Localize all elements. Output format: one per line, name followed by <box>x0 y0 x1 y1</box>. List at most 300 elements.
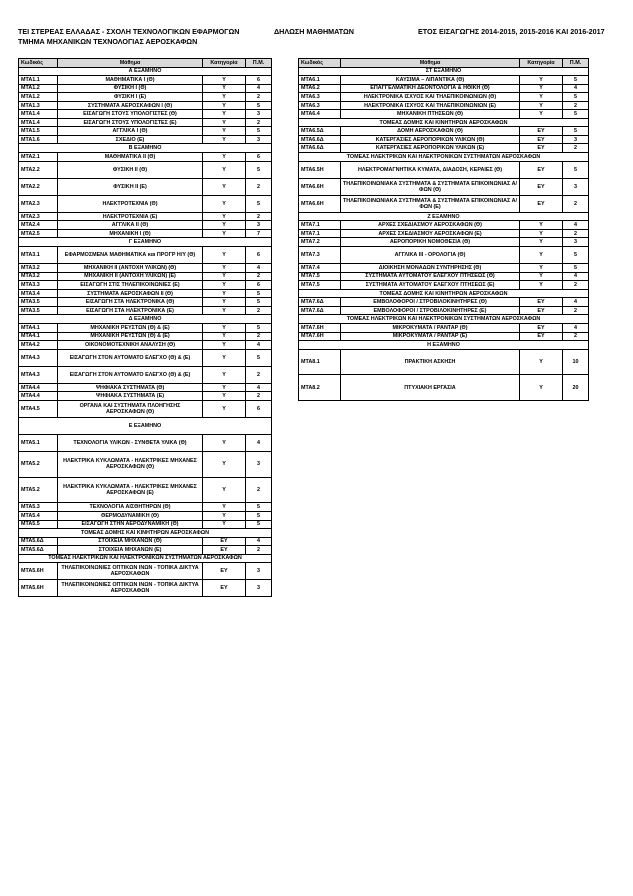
course-category: ΕΥ <box>520 144 563 153</box>
course-credits: 5 <box>246 520 272 529</box>
course-code: ΜΤΑ5.2 <box>19 452 58 478</box>
course-name: ΣΤΟΙΧΕΙΑ ΜΗΧΑΝΩΝ (Ε) <box>58 546 203 555</box>
course-category: Υ <box>203 229 246 238</box>
course-category: Υ <box>203 281 246 290</box>
course-credits: 3 <box>246 452 272 478</box>
course-category: Υ <box>520 229 563 238</box>
course-credits: 2 <box>246 546 272 555</box>
course-name: ΗΛΕΚΤΡΙΚΑ ΚΥΚΛΩΜΑΤΑ - ΗΛΕΚΤΡΙΚΕΣ ΜΗΧΑΝΕΣ ΑΕΡΟΣΚΑΦΩΝ (Ε) <box>58 477 203 503</box>
table-row <box>19 281 272 290</box>
course-category: Υ <box>203 323 246 332</box>
course-code: ΜΤΑ3.4 <box>19 289 58 298</box>
course-name: ΦΥΣΙΚΗ Ι (Ε) <box>58 93 203 102</box>
table-row <box>299 298 589 307</box>
table-row <box>19 153 272 162</box>
section-title-row <box>299 212 589 221</box>
table-row <box>19 332 272 341</box>
course-category: Υ <box>520 76 563 85</box>
course-code: ΜΤΑ6.3 <box>299 101 341 110</box>
course-name: ΤΗΛΕΠΙΚΟΙΝΩΝΙΑΚΑ ΣΥΣΤΗΜΑΤΑ & ΣΥΣΤΗΜΑΤΑ ΕΠΙΚΟΙΝΩΝΙΑΣ Α/ΦΩΝ (Θ) <box>341 178 520 195</box>
column-code-header: Κωδικός <box>299 59 341 68</box>
course-category: Υ <box>203 289 246 298</box>
table-row <box>299 76 589 85</box>
course-code: ΜΤΑ2.3 <box>19 195 58 212</box>
course-name: ΣΥΣΤΗΜΑΤΑ ΑΕΡΟΣΚΑΦΩΝ ΙΙ (Θ) <box>58 289 203 298</box>
course-credits: 5 <box>563 93 589 102</box>
course-code: ΜΤΑ2.2 <box>19 178 58 195</box>
right-course-table-body <box>299 59 589 401</box>
table-row <box>19 93 272 102</box>
course-credits: 5 <box>246 195 272 212</box>
section-title-row <box>299 289 589 298</box>
column-credits-header: Π.Μ. <box>246 59 272 68</box>
declaration-title: ΔΗΛΩΣΗ ΜΑΘΗΜΑΤΩΝ <box>274 27 354 36</box>
course-credits: 2 <box>563 144 589 153</box>
course-category: ΕΥ <box>520 332 563 341</box>
course-name: ΕΙΣΑΓΩΓΗ ΣΤΑ ΗΛΕΚΤΡΟΝΙΚΑ (Θ) <box>58 298 203 307</box>
section-title: ΤΟΜΕΑΣ ΗΛΕΚΤΡΙΚΩΝ ΚΑΙ ΗΛΕΚΤΡΟΝΙΚΩΝ ΣΥΣΤΗΜΑΤΩΝ ΑΕΡΟΣΚΑΦΩΝ <box>299 153 589 162</box>
course-category: Υ <box>203 101 246 110</box>
course-code: ΜΤΑ6.5Δ <box>299 127 341 136</box>
course-code: ΜΤΑ3.1 <box>19 247 58 264</box>
course-code: ΜΤΑ6.3 <box>299 93 341 102</box>
table-row <box>19 289 272 298</box>
course-name: ΟΡΓΑΝΑ ΚΑΙ ΣΥΣΤΗΜΑΤΑ ΠΛΟΗΓΗΣΗΣ ΑΕΡΟΣΚΑΦΩΝ (Θ) <box>58 400 203 417</box>
course-code: ΜΤΑ7.6Δ <box>299 298 341 307</box>
course-category: Υ <box>203 520 246 529</box>
course-name: ΜΗΧΑΝΙΚΗ ΙΙ (ΑΝΤΟΧΗ ΥΛΙΚΩΝ) (Ε) <box>58 272 203 281</box>
course-category: ΕΥ <box>520 161 563 178</box>
section-title: ΤΟΜΕΑΣ ΔΟΜΗΣ ΚΑΙ ΚΙΝΗΤΗΡΩΝ ΑΕΡΟΣΚΑΦΩΝ <box>299 118 589 127</box>
section-title: ΤΟΜΕΑΣ ΗΛΕΚΤΡΙΚΩΝ ΚΑΙ ΗΛΕΚΤΡΟΝΙΚΩΝ ΣΥΣΤΗΜΑΤΩΝ ΑΕΡΟΣΚΑΦΩΝ <box>19 554 272 563</box>
section-title: Ε ΕΞΑΜΗΝΟ <box>19 417 272 434</box>
course-credits: 4 <box>246 84 272 93</box>
course-category: Υ <box>520 264 563 273</box>
table-row <box>299 221 589 230</box>
table-row <box>19 537 272 546</box>
section-title-row <box>19 144 272 153</box>
course-credits: 5 <box>246 503 272 512</box>
course-category: Υ <box>520 84 563 93</box>
table-row <box>19 392 272 401</box>
course-category: Υ <box>203 127 246 136</box>
course-category: Υ <box>203 264 246 273</box>
section-title-row <box>299 341 589 350</box>
course-credits: 5 <box>246 101 272 110</box>
course-code: ΜΤΑ4.4 <box>19 392 58 401</box>
course-code: ΜΤΑ2.1 <box>19 153 58 162</box>
course-category: Υ <box>203 435 246 452</box>
section-title-row <box>19 529 272 538</box>
course-category: ΕΥ <box>203 546 246 555</box>
course-code: ΜΤΑ5.6Δ <box>19 546 58 555</box>
course-name: ΕΜΒΟΛΟΦΟΡΟΙ / ΣΤΡΟΒΙΛΟΚΙΝΗΤΗΡΕΣ (Θ) <box>341 298 520 307</box>
course-name: ΨΗΦΙΑΚΑ ΣΥΣΤΗΜΑΤΑ (Θ) <box>58 383 203 392</box>
course-name: ΑΓΓΛΙΚΑ ΙΙ (Θ) <box>58 221 203 230</box>
course-category: Υ <box>520 238 563 247</box>
course-credits: 2 <box>246 306 272 315</box>
column-code-header: Κωδικός <box>19 59 58 68</box>
course-name: ΨΗΦΙΑΚΑ ΣΥΣΤΗΜΑΤΑ (Ε) <box>58 392 203 401</box>
course-code: ΜΤΑ4.4 <box>19 383 58 392</box>
course-credits: 6 <box>246 400 272 417</box>
course-category: ΕΥ <box>520 135 563 144</box>
course-code: ΜΤΑ4.5 <box>19 400 58 417</box>
course-code: ΜΤΑ4.3 <box>19 349 58 366</box>
course-category: Υ <box>203 161 246 178</box>
course-category: Υ <box>203 110 246 119</box>
table-row <box>19 247 272 264</box>
course-category: ΕΥ <box>203 580 246 597</box>
course-name: ΦΥΣΙΚΗ ΙΙ (Ε) <box>58 178 203 195</box>
column-category-header: Κατηγορία <box>203 59 246 68</box>
table-row <box>19 178 272 195</box>
column-credits-header: Π.Μ. <box>563 59 589 68</box>
section-title-row <box>299 153 589 162</box>
course-credits: 2 <box>246 212 272 221</box>
course-code: ΜΤΑ1.4 <box>19 110 58 119</box>
table-row <box>299 93 589 102</box>
course-code: ΜΤΑ6.4 <box>299 110 341 119</box>
table-row <box>299 144 589 153</box>
course-code: ΜΤΑ7.6Η <box>299 332 341 341</box>
course-category: ΕΥ <box>520 195 563 212</box>
course-credits: 6 <box>246 281 272 290</box>
course-credits: 6 <box>246 76 272 85</box>
course-name: ΕΦΑΡΜΟΣΜΕΝΑ ΜΑΘΗΜΑΤΙΚΑ και ΠΡΟΓΡ Η/Υ (Θ) <box>58 247 203 264</box>
course-credits: 7 <box>246 229 272 238</box>
section-title: Β ΕΞΑΜΗΝΟ <box>19 144 272 153</box>
course-category: ΕΥ <box>520 306 563 315</box>
course-category: Υ <box>520 110 563 119</box>
course-credits: 3 <box>563 178 589 195</box>
course-name: ΚΑΤΕΡΓΑΣΙΕΣ ΑΕΡΟΠΟΡΙΚΩΝ ΥΛΙΚΩΝ (Θ) <box>341 135 520 144</box>
column-course-header: Μάθημα <box>58 59 203 68</box>
left-course-table <box>18 58 272 597</box>
course-code: ΜΤΑ1.1 <box>19 76 58 85</box>
table-row <box>19 272 272 281</box>
course-code: ΜΤΑ4.1 <box>19 332 58 341</box>
course-name: ΜΙΚΡΟΚΥΜΑΤΑ / ΡΑΝΤΑΡ (Θ) <box>341 323 520 332</box>
course-category: Υ <box>203 366 246 383</box>
course-code: ΜΤΑ7.5 <box>299 281 341 290</box>
course-category: ΕΥ <box>520 298 563 307</box>
course-code: ΜΤΑ3.2 <box>19 272 58 281</box>
admission-years: ΕΤΟΣ ΕΙΣΑΓΩΓΗΣ 2014-2015, 2015-2016 ΚΑΙ 2016-2017 <box>418 27 605 36</box>
right-course-table <box>298 58 589 401</box>
course-code: ΜΤΑ5.6Η <box>19 580 58 597</box>
course-name: ΕΙΣΑΓΩΓΗ ΣΤΟΥΣ ΥΠΟΛΟΓΙΣΤΕΣ (Ε) <box>58 118 203 127</box>
course-category: Υ <box>203 93 246 102</box>
course-code: ΜΤΑ5.4 <box>19 511 58 520</box>
table-row <box>19 127 272 136</box>
course-category: Υ <box>203 306 246 315</box>
table-row <box>19 366 272 383</box>
course-category: Υ <box>203 272 246 281</box>
table-row <box>19 383 272 392</box>
course-category: Υ <box>203 135 246 144</box>
course-credits: 4 <box>246 383 272 392</box>
course-credits: 2 <box>563 195 589 212</box>
course-credits: 4 <box>563 84 589 93</box>
course-credits: 4 <box>563 323 589 332</box>
table-row <box>299 135 589 144</box>
course-credits: 3 <box>246 110 272 119</box>
course-code: ΜΤΑ7.2 <box>299 238 341 247</box>
course-credits: 3 <box>246 221 272 230</box>
section-title: ΤΟΜΕΑΣ ΔΟΜΗΣ ΚΑΙ ΚΙΝΗΤΗΡΩΝ ΑΕΡΟΣΚΑΦΩΝ <box>299 289 589 298</box>
course-category: Υ <box>203 383 246 392</box>
section-title: Γ ΕΞΑΜΗΝΟ <box>19 238 272 247</box>
table-row <box>19 221 272 230</box>
table-row <box>19 520 272 529</box>
table-row <box>19 323 272 332</box>
course-credits: 5 <box>246 511 272 520</box>
course-credits: 3 <box>563 238 589 247</box>
course-name: ΗΛΕΚΤΡΙΚΑ ΚΥΚΛΩΜΑΤΑ - ΗΛΕΚΤΡΙΚΕΣ ΜΗΧΑΝΕΣ ΑΕΡΟΣΚΑΦΩΝ (Θ) <box>58 452 203 478</box>
course-credits: 4 <box>563 272 589 281</box>
course-name: ΟΙΚΟΝΟΜΟΤΕΧΝΙΚΗ ΑΝΑΛΥΣΗ (Θ) <box>58 341 203 350</box>
section-title-row <box>19 417 272 434</box>
course-name: ΑΡΧΕΣ ΣΧΕΔΙΑΣΜΟΥ ΑΕΡΟΣΚΑΦΩΝ (Ε) <box>341 229 520 238</box>
course-credits: 2 <box>563 306 589 315</box>
course-name: ΕΜΒΟΛΟΦΟΡΟΙ / ΣΤΡΟΒΙΛΟΚΙΝΗΤΗΡΕΣ (Ε) <box>341 306 520 315</box>
course-name: ΦΥΣΙΚΗ ΙΙ (Θ) <box>58 161 203 178</box>
course-credits: 3 <box>563 135 589 144</box>
table-row <box>19 503 272 512</box>
course-name: ΕΠΑΓΓΕΛΜΑΤΙΚΗ ΔΕΟΝΤΟΛΟΓΙΑ & ΗΘΙΚΗ (Θ) <box>341 84 520 93</box>
course-credits: 5 <box>563 76 589 85</box>
table-row <box>299 229 589 238</box>
course-name: ΜΑΘΗΜΑΤΙΚΑ ΙΙ (Θ) <box>58 153 203 162</box>
course-code: ΜΤΑ6.6Δ <box>299 135 341 144</box>
course-code: ΜΤΑ3.5 <box>19 298 58 307</box>
table-row <box>19 580 272 597</box>
table-row <box>19 84 272 93</box>
course-code: ΜΤΑ7.4 <box>299 264 341 273</box>
course-category: Υ <box>203 247 246 264</box>
course-name: ΠΡΑΚΤΙΚΗ ΑΣΚΗΣΗ <box>341 349 520 375</box>
table-row <box>299 306 589 315</box>
course-code: ΜΤΑ4.1 <box>19 323 58 332</box>
course-credits: 2 <box>246 392 272 401</box>
section-title-row <box>299 315 589 324</box>
course-code: ΜΤΑ1.5 <box>19 127 58 136</box>
course-category: ΕΥ <box>520 127 563 136</box>
course-code: ΜΤΑ6.6Η <box>299 178 341 195</box>
table-row <box>19 546 272 555</box>
course-credits: 3 <box>246 580 272 597</box>
course-name: ΦΥΣΙΚΗ Ι (Θ) <box>58 84 203 93</box>
table-row <box>299 110 589 119</box>
course-name: ΤΗΛΕΠΙΚΟΙΝΩΝΙΕΣ ΟΠΤΙΚΩΝ ΙΝΩΝ - ΤΟΠΙΚΑ ΔΙΚΤΥΑ ΑΕΡΟΣΚΑΦΩΝ <box>58 563 203 580</box>
course-credits: 4 <box>246 341 272 350</box>
course-code: ΜΤΑ1.2 <box>19 93 58 102</box>
course-name: ΗΛΕΚΤΡΟΤΕΧΝΙΑ (Ε) <box>58 212 203 221</box>
table-row <box>19 452 272 478</box>
table-row <box>19 400 272 417</box>
table-row <box>19 563 272 580</box>
course-category: Υ <box>520 101 563 110</box>
course-code: ΜΤΑ7.6Η <box>299 323 341 332</box>
course-category: Υ <box>203 392 246 401</box>
table-row <box>19 135 272 144</box>
course-credits: 5 <box>563 264 589 273</box>
course-code: ΜΤΑ7.1 <box>299 229 341 238</box>
section-title: ΤΟΜΕΑΣ ΗΛΕΚΤΡΙΚΩΝ ΚΑΙ ΗΛΕΚΤΡΟΝΙΚΩΝ ΣΥΣΤΗΜΑΤΩΝ ΑΕΡΟΣΚΑΦΩΝ <box>299 315 589 324</box>
course-credits: 2 <box>246 477 272 503</box>
institution-title: ΤΕΙ ΣΤΕΡΕΑΣ ΕΛΛΑΔΑΣ - ΣΧΟΛΗ ΤΕΧΝΟΛΟΓΙΚΩΝ ΕΦΑΡΜΟΓΩΝ <box>18 27 240 36</box>
table-row <box>19 435 272 452</box>
course-credits: 2 <box>246 272 272 281</box>
course-credits: 4 <box>246 264 272 273</box>
course-name: ΕΙΣΑΓΩΓΗ ΣΤΟΥΣ ΥΠΟΛΟΓΙΣΤΕΣ (Θ) <box>58 110 203 119</box>
course-category: Υ <box>203 212 246 221</box>
course-name: ΑΕΡΟΠΟΡΙΚΗ ΝΟΜΟΘΕΣΙΑ (Θ) <box>341 238 520 247</box>
table-row <box>19 341 272 350</box>
course-credits: 6 <box>246 247 272 264</box>
course-name: ΜΗΧΑΝΙΚΗ Ι (Θ) <box>58 229 203 238</box>
course-credits: 2 <box>246 178 272 195</box>
course-name: ΚΑΤΕΡΓΑΣΙΕΣ ΑΕΡΟΠΟΡΙΚΩΝ ΥΛΙΚΩΝ (Ε) <box>341 144 520 153</box>
course-category: ΕΥ <box>203 537 246 546</box>
course-name: ΑΓΓΛΙΚΑ Ι (Θ) <box>58 127 203 136</box>
course-credits: 4 <box>246 537 272 546</box>
course-credits: 2 <box>246 366 272 383</box>
course-name: ΣΤΟΙΧΕΙΑ ΜΗΧΑΝΩΝ (Θ) <box>58 537 203 546</box>
course-credits: 5 <box>246 349 272 366</box>
course-name: ΤΗΛΕΠΙΚΟΙΝΩΝΙΑΚΑ ΣΥΣΤΗΜΑΤΑ & ΣΥΣΤΗΜΑΤΑ ΕΠΙΚΟΙΝΩΝΙΑΣ Α/ΦΩΝ (Ε) <box>341 195 520 212</box>
course-category: Υ <box>203 332 246 341</box>
table-row <box>19 195 272 212</box>
course-code: ΜΤΑ5.1 <box>19 435 58 452</box>
course-name: ΤΕΧΝΟΛΟΓΙΑ ΑΙΣΘΗΤΗΡΩΝ (Θ) <box>58 503 203 512</box>
course-code: ΜΤΑ5.6Δ <box>19 537 58 546</box>
course-code: ΜΤΑ6.1 <box>299 76 341 85</box>
course-code: ΜΤΑ7.1 <box>299 221 341 230</box>
table-row <box>299 375 589 401</box>
table-row <box>19 306 272 315</box>
course-category: Υ <box>203 84 246 93</box>
course-name: ΕΙΣΑΓΩΓΗ ΣΤΟΝ ΑΥΤΟΜΑΤΟ ΕΛΕΓΧΟ (Θ) & (Ε) <box>58 349 203 366</box>
course-credits: 5 <box>563 247 589 264</box>
course-code: ΜΤΑ5.3 <box>19 503 58 512</box>
section-title: ΣΤ ΕΞΑΜΗΝΟ <box>299 67 589 76</box>
course-name: ΘΕΡΜΟΔΥΝΑΜΙΚΗ (Θ) <box>58 511 203 520</box>
course-category: Υ <box>203 511 246 520</box>
course-code: ΜΤΑ2.5 <box>19 229 58 238</box>
table-row <box>19 118 272 127</box>
course-name: ΣΥΣΤΗΜΑΤΑ ΑΕΡΟΣΚΑΦΩΝ Ι (Θ) <box>58 101 203 110</box>
course-name: ΗΛΕΚΤΡΟΝΙΚΑ ΙΣΧΥΟΣ ΚΑΙ ΤΗΛΕΠΙΚΟΙΝΩΝΙΩΝ (Ε) <box>341 101 520 110</box>
course-code: ΜΤΑ8.1 <box>299 349 341 375</box>
course-credits: 5 <box>246 289 272 298</box>
table-row <box>299 127 589 136</box>
course-name: ΚΑΥΣΙΜΑ – ΛΙΠΑΝΤΙΚΑ (Θ) <box>341 76 520 85</box>
course-code: ΜΤΑ1.3 <box>19 101 58 110</box>
course-code: ΜΤΑ4.2 <box>19 341 58 350</box>
course-code: ΜΤΑ7.5 <box>299 272 341 281</box>
right-header-row <box>299 59 589 68</box>
course-category: Υ <box>520 375 563 401</box>
course-name: ΕΙΣΑΓΩΓΗ ΣΤΑ ΗΛΕΚΤΡΟΝΙΚΑ (Ε) <box>58 306 203 315</box>
course-name: ΕΙΣΑΓΩΓΗ ΣΤΟΝ ΑΥΤΟΜΑΤΟ ΕΛΕΓΧΟ (Θ) & (Ε) <box>58 366 203 383</box>
course-name: ΤΗΛΕΠΙΚΟΙΝΩΝΙΕΣ ΟΠΤΙΚΩΝ ΙΝΩΝ - ΤΟΠΙΚΑ ΔΙΚΤΥΑ ΑΕΡΟΣΚΑΦΩΝ <box>58 580 203 597</box>
course-code: ΜΤΑ5.2 <box>19 477 58 503</box>
table-row <box>299 332 589 341</box>
course-category: Υ <box>203 298 246 307</box>
course-code: ΜΤΑ1.6 <box>19 135 58 144</box>
course-code: ΜΤΑ2.3 <box>19 212 58 221</box>
left-header-row <box>19 59 272 68</box>
table-row <box>299 195 589 212</box>
course-name: ΣΥΣΤΗΜΑΤΑ ΑΥΤΟΜΑΤΟΥ ΕΛΕΓΧΟΥ ΠΤΗΣΕΩΣ (Θ) <box>341 272 520 281</box>
course-name: ΗΛΕΚΤΡΟΝΙΚΑ ΙΣΧΥΟΣ ΚΑΙ ΤΗΛΕΠΙΚΟΙΝΩΝΙΩΝ (Θ) <box>341 93 520 102</box>
section-title: ΤΟΜΕΑΣ ΔΟΜΗΣ ΚΑΙ ΚΙΝΗΤΗΡΩΝ ΑΕΡΟΣΚΑΦΩΝ <box>19 529 272 538</box>
table-row <box>19 101 272 110</box>
course-category: Υ <box>203 76 246 85</box>
table-row <box>19 477 272 503</box>
section-title-row <box>299 118 589 127</box>
course-category: Υ <box>203 195 246 212</box>
course-credits: 5 <box>563 127 589 136</box>
course-category: Υ <box>203 153 246 162</box>
course-credits: 4 <box>563 221 589 230</box>
course-credits: 20 <box>563 375 589 401</box>
table-row <box>19 161 272 178</box>
course-credits: 4 <box>246 435 272 452</box>
course-name: ΑΡΧΕΣ ΣΧΕΔΙΑΣΜΟΥ ΑΕΡΟΣΚΑΦΩΝ (Θ) <box>341 221 520 230</box>
course-name: ΕΙΣΑΓΩΓΗ ΣΤΙΣ ΤΗΛΕΠΙΚΟΙΝΩΝΙΕΣ (Ε) <box>58 281 203 290</box>
course-code: ΜΤΑ5.5 <box>19 520 58 529</box>
course-credits: 2 <box>246 93 272 102</box>
course-category: ΕΥ <box>203 563 246 580</box>
table-row <box>19 110 272 119</box>
course-credits: 3 <box>246 563 272 580</box>
course-code: ΜΤΑ3.5 <box>19 306 58 315</box>
table-row <box>19 264 272 273</box>
course-category: Υ <box>203 400 246 417</box>
course-credits: 2 <box>246 332 272 341</box>
section-title: Α ΕΞΑΜΗΝΟ <box>19 67 272 76</box>
course-category: ΕΥ <box>520 178 563 195</box>
course-category: Υ <box>520 93 563 102</box>
course-category: Υ <box>520 272 563 281</box>
course-name: ΜΙΚΡΟΚΥΜΑΤΑ / ΡΑΝΤΑΡ (Ε) <box>341 332 520 341</box>
table-row <box>299 247 589 264</box>
course-name: ΕΙΣΑΓΩΓΗ ΣΤΗΝ ΑΕΡΟΔΥΝΑΜΙΚΗ (Θ) <box>58 520 203 529</box>
course-category: Υ <box>203 452 246 478</box>
section-title-row <box>299 67 589 76</box>
course-credits: 10 <box>563 349 589 375</box>
course-code: ΜΤΑ3.2 <box>19 264 58 273</box>
course-name: ΜΗΧΑΝΙΚΗ ΠΤΗΣΕΩΝ (Θ) <box>341 110 520 119</box>
column-course-header: Μάθημα <box>341 59 520 68</box>
course-credits: 5 <box>246 127 272 136</box>
course-name: ΑΓΓΛΙΚΑ ΙΙΙ - ΟΡΟΛΟΓΙΑ (Θ) <box>341 247 520 264</box>
course-code: ΜΤΑ4.3 <box>19 366 58 383</box>
course-name: ΠΤΥΧΙΑΚΗ ΕΡΓΑΣΙΑ <box>341 375 520 401</box>
course-code: ΜΤΑ8.2 <box>299 375 341 401</box>
course-credits: 5 <box>246 323 272 332</box>
course-category: Υ <box>520 221 563 230</box>
course-code: ΜΤΑ2.4 <box>19 221 58 230</box>
course-credits: 2 <box>563 229 589 238</box>
table-row <box>19 212 272 221</box>
course-category: Υ <box>203 349 246 366</box>
table-row <box>19 76 272 85</box>
section-title: Ζ ΕΞΑΜΗΝΟ <box>299 212 589 221</box>
